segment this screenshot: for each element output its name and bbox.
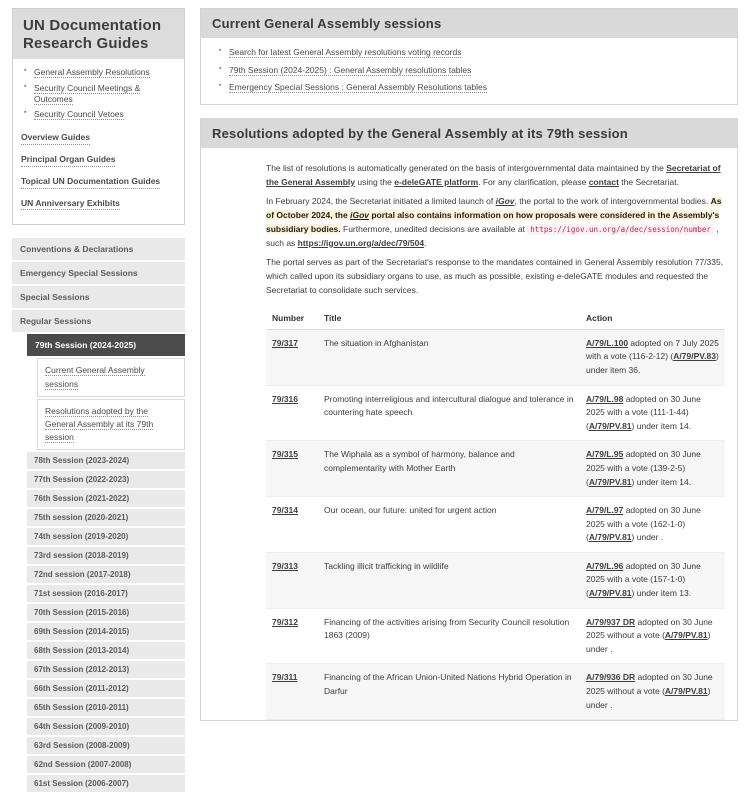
main-content (200, 8, 738, 734)
resolution-number-cell (266, 441, 318, 497)
table-body (266, 329, 725, 719)
session-resource-link[interactable]: Emergency Special Sessions : General Assembly Resolutions tables (229, 82, 487, 93)
sidebar-item-special-sessions[interactable]: Special Sessions (12, 286, 185, 308)
document-link[interactable]: A/79/L.100 (586, 337, 629, 348)
list-item (216, 82, 725, 93)
inline-link[interactable]: https://igov.un.org/a/dec/79/504 (297, 237, 425, 248)
sidebar-item-65th-session-2010-2011[interactable]: 65th Session (2010-2011) (27, 699, 185, 716)
resolution-title-cell: Financing of the activities arising from Security Council resolution 1863 (2009) (318, 608, 580, 664)
inline-link[interactable]: Secretariat of the General Assembly (266, 162, 721, 187)
resolution-number-link[interactable]: 79/313 (272, 560, 298, 571)
sidebar-guide-link[interactable]: Principal Organ Guides (21, 154, 115, 167)
session-resource-link[interactable]: Search for latest General Assembly resolutions voting records (229, 47, 462, 57)
sidebar-item-label: Resolutions adopted by the General Assembly at its 79th session (45, 405, 154, 443)
sidebar-item-64th-session-2009-2010[interactable]: 64th Session (2009-2010) (27, 718, 185, 735)
resolution-title-cell: The situation in Afghanistan (318, 329, 580, 385)
sidebar-quick-link[interactable]: Security Council Meetings & Outcomes (34, 83, 141, 104)
resolution-number-link[interactable]: 79/315 (272, 449, 298, 460)
current-sessions-header (201, 9, 737, 38)
document-link[interactable]: A/79/936 DR (586, 672, 636, 683)
sidebar-title: UN Documentation Research Guides (23, 17, 162, 52)
sidebar-guide-links (21, 127, 176, 215)
table-row (266, 385, 725, 441)
resolution-action-cell: A/79/L.100 adopted on 7 July 2025 with a vote (116-2-12) (A/79/PV.83) under item 36. (580, 329, 725, 385)
document-link[interactable]: A/79/PV.81 (588, 532, 632, 543)
document-link[interactable]: A/79/L.95 (586, 449, 624, 460)
sidebar-quick-link[interactable]: Security Council Vetoes (34, 109, 124, 120)
current-sessions-body (201, 38, 737, 104)
resolutions-title: Resolutions adopted by the General Assembly at its 79th session (212, 125, 628, 141)
list-item (21, 67, 176, 78)
table-row (266, 608, 725, 664)
body-paragraph: In February 2024, the Secretariat initiated a limited launch of iGov, the portal to the work of intergovernmental bodies. As of October 2024, the iGov portal also contains information on how proposals were considered in the Assembly's subsidiary bodies. Furthermore, unedited decisions are available at https://igov.un.org/a/dec/session/number , such as https://igov.un.org/a/dec/79/504. (266, 196, 722, 248)
document-link[interactable]: A/79/PV.81 (664, 630, 708, 641)
sidebar-item-63rd-session-2008-2009[interactable]: 63rd Session (2008-2009) (27, 737, 185, 754)
current-sessions-box (200, 8, 738, 105)
sidebar-guide-link[interactable]: Topical UN Documentation Guides (21, 176, 160, 189)
resolution-number-cell (266, 497, 318, 553)
sidebar-item-78th-session-2023-2024[interactable]: 78th Session (2023-2024) (27, 452, 185, 469)
sidebar-item-77th-session-2022-2023[interactable]: 77th Session (2022-2023) (27, 471, 185, 488)
inline-link[interactable]: iGov (495, 196, 515, 207)
list-item (216, 65, 725, 76)
table-row (266, 664, 725, 720)
sidebar-item-79th-session-2024-2025[interactable]: 79th Session (2024-2025) (27, 334, 185, 356)
resolution-number-link[interactable]: 79/312 (272, 616, 298, 627)
resolution-number-link[interactable]: 79/316 (272, 393, 298, 404)
resolution-number-cell (266, 608, 318, 664)
inline-link[interactable]: e-deleGATE platform (394, 176, 479, 187)
body-paragraph: The list of resolutions is automatically generated on the basis of intergovernmental data maintained by the Secretariat of the General Assembly using the e-deleGATE platform. For any clarification, please contact the Secretariat. (266, 162, 721, 187)
resolution-title-cell: The Wiphala as a symbol of harmony, balance and complementarity with Mother Earth (318, 441, 580, 497)
sidebar-item-76th-session-2021-2022[interactable]: 76th Session (2021-2022) (27, 490, 185, 507)
document-link[interactable]: A/79/PV.83 (673, 351, 716, 362)
table-row (266, 552, 725, 608)
resolution-action-cell: A/79/937 DR adopted on 30 June 2025 without a vote (A/79/PV.81) under . (580, 608, 725, 664)
list-item (216, 47, 725, 58)
table-row (266, 441, 725, 497)
inline-link[interactable]: iGov (350, 210, 369, 221)
sidebar-item-regular-sessions[interactable]: Regular Sessions (12, 310, 185, 332)
sidebar (12, 8, 185, 794)
resolution-number-cell (266, 552, 318, 608)
document-link[interactable]: A/79/L.98 (586, 393, 624, 404)
document-link[interactable]: A/79/L.97 (586, 505, 624, 516)
resolutions-header (201, 119, 737, 148)
research-guides-card (12, 8, 185, 225)
column-header-title: Title (318, 308, 580, 330)
sidebar-item-62nd-session-2007-2008[interactable]: 62nd Session (2007-2008) (27, 756, 185, 773)
resolution-number-link[interactable]: 79/314 (272, 505, 298, 516)
highlighted-text: As of October 2024, the (266, 196, 722, 221)
resolution-title-cell: Our ocean, our future: united for urgent action (318, 497, 580, 553)
resolution-action-cell: A/79/936 DR adopted on 30 June 2025 without a vote (A/79/PV.81) under . (580, 664, 725, 720)
highlighted-text: portal also contains information on how proposals were considered in the Assembly's subsidiary bodies. (266, 210, 720, 234)
document-link[interactable]: A/79/PV.81 (588, 588, 632, 599)
sidebar-item-resolutions-adopted-by-the-general-assembly-at-its-79th-session[interactable] (37, 399, 185, 451)
sidebar-item-75th-session-2020-2021[interactable]: 75th session (2020-2021) (27, 509, 185, 526)
resolution-number-cell (266, 664, 318, 720)
sidebar-quick-links (21, 67, 176, 120)
inline-code: https://igov.un.org/a/dec/session/number (527, 224, 714, 235)
resolution-number-cell (266, 385, 318, 441)
resolutions-body (201, 148, 737, 720)
sidebar-guide-link[interactable]: UN Anniversary Exhibits (21, 198, 120, 211)
sidebar-item-69th-session-2014-2015[interactable]: 69th Session (2014-2015) (27, 623, 185, 640)
column-header-action: Action (580, 308, 725, 330)
resolution-action-cell: A/79/L.95 adopted on 30 June 2025 with a vote (139-2-5) (A/79/PV.81) under item 14. (580, 441, 725, 497)
resolution-title-cell: Tackling illicit trafficking in wildlife (318, 552, 580, 608)
sidebar-item-71st-session-2016-2017[interactable]: 71st session (2016-2017) (27, 585, 185, 602)
sidebar-item-73rd-session-2018-2019[interactable]: 73rd session (2018-2019) (27, 547, 185, 564)
column-header-number: Number (266, 308, 318, 330)
current-sessions-links (216, 47, 725, 93)
sidebar-item-67th-session-2012-2013[interactable]: 67th Session (2012-2013) (27, 661, 185, 678)
table-row (266, 329, 725, 385)
document-link[interactable]: A/79/937 DR (586, 616, 636, 627)
research-guides-body (13, 59, 184, 224)
sidebar-item-emergency-special-sessions[interactable]: Emergency Special Sessions (12, 262, 185, 284)
sidebar-item-68th-session-2013-2014[interactable]: 68th Session (2013-2014) (27, 642, 185, 659)
sidebar-item-74th-session-2019-2020[interactable]: 74th session (2019-2020) (27, 528, 185, 545)
sidebar-item-66th-session-2011-2012[interactable]: 66th Session (2011-2012) (27, 680, 185, 697)
resolution-action-cell: A/79/L.98 adopted on 30 June 2025 with a vote (111-1-44) (A/79/PV.81) under item 14. (580, 385, 725, 441)
resolution-action-cell: A/79/L.97 adopted on 30 June 2025 with a vote (162-1-0) (A/79/PV.81) under . (580, 497, 725, 553)
table-row (266, 497, 725, 553)
resolutions-box (200, 118, 738, 721)
sidebar-item-72nd-session-2017-2018[interactable]: 72nd session (2017-2018) (27, 566, 185, 583)
list-item (21, 109, 176, 120)
resolution-number-link[interactable]: 79/317 (272, 337, 298, 348)
sidebar-item-61st-session-2006-2007[interactable]: 61st Session (2006-2007) (27, 775, 185, 792)
sidebar-item-conventions-declarations[interactable]: Conventions & Declarations (12, 238, 185, 260)
list-item (21, 83, 176, 104)
document-link[interactable]: A/79/PV.81 (588, 420, 632, 431)
document-link[interactable]: A/79/PV.81 (664, 686, 708, 697)
session-resource-link[interactable]: 79th Session (2024-2025) : General Assembly resolutions tables (229, 64, 472, 75)
sidebar-quick-link[interactable]: General Assembly Resolutions (34, 67, 150, 78)
resolution-number-cell (266, 329, 318, 385)
inline-link[interactable]: contact (588, 176, 619, 187)
resolution-title-cell: Promoting interreligious and intercultural dialogue and tolerance in countering hate speech (318, 385, 580, 441)
sidebar-item-current-general-assembly-sessions[interactable] (37, 358, 185, 396)
sidebar-guide-link[interactable]: Overview Guides (21, 132, 90, 145)
document-link[interactable]: A/79/PV.81 (588, 476, 632, 487)
sidebar-item-label: Current General Assembly sessions (45, 365, 145, 389)
table-header-row (266, 308, 725, 330)
document-link[interactable]: A/79/L.96 (586, 560, 624, 571)
research-guides-header (13, 9, 184, 59)
resolution-number-link[interactable]: 79/311 (272, 672, 298, 683)
sidebar-item-70th-session-2015-2016[interactable]: 70th Session (2015-2016) (27, 604, 185, 621)
resolutions-table (266, 308, 725, 720)
body-paragraph: The portal serves as part of the Secretariat's response to the mandates contained in General Assembly resolution 77/335, which called upon its subsidiary organs to use, as much as possible, existing e-deleGATE modules and requested the Secretariat to consolidate such services. (266, 257, 724, 295)
resolution-action-cell: A/79/L.96 adopted on 30 June 2025 with a vote (157-1-0) (A/79/PV.81) under item 13. (580, 552, 725, 608)
resolution-title-cell: Financing of the African Union-United Nations Hybrid Operation in Darfur (318, 664, 580, 720)
current-sessions-title: Current General Assembly sessions (212, 16, 442, 31)
session-nav (12, 238, 185, 792)
